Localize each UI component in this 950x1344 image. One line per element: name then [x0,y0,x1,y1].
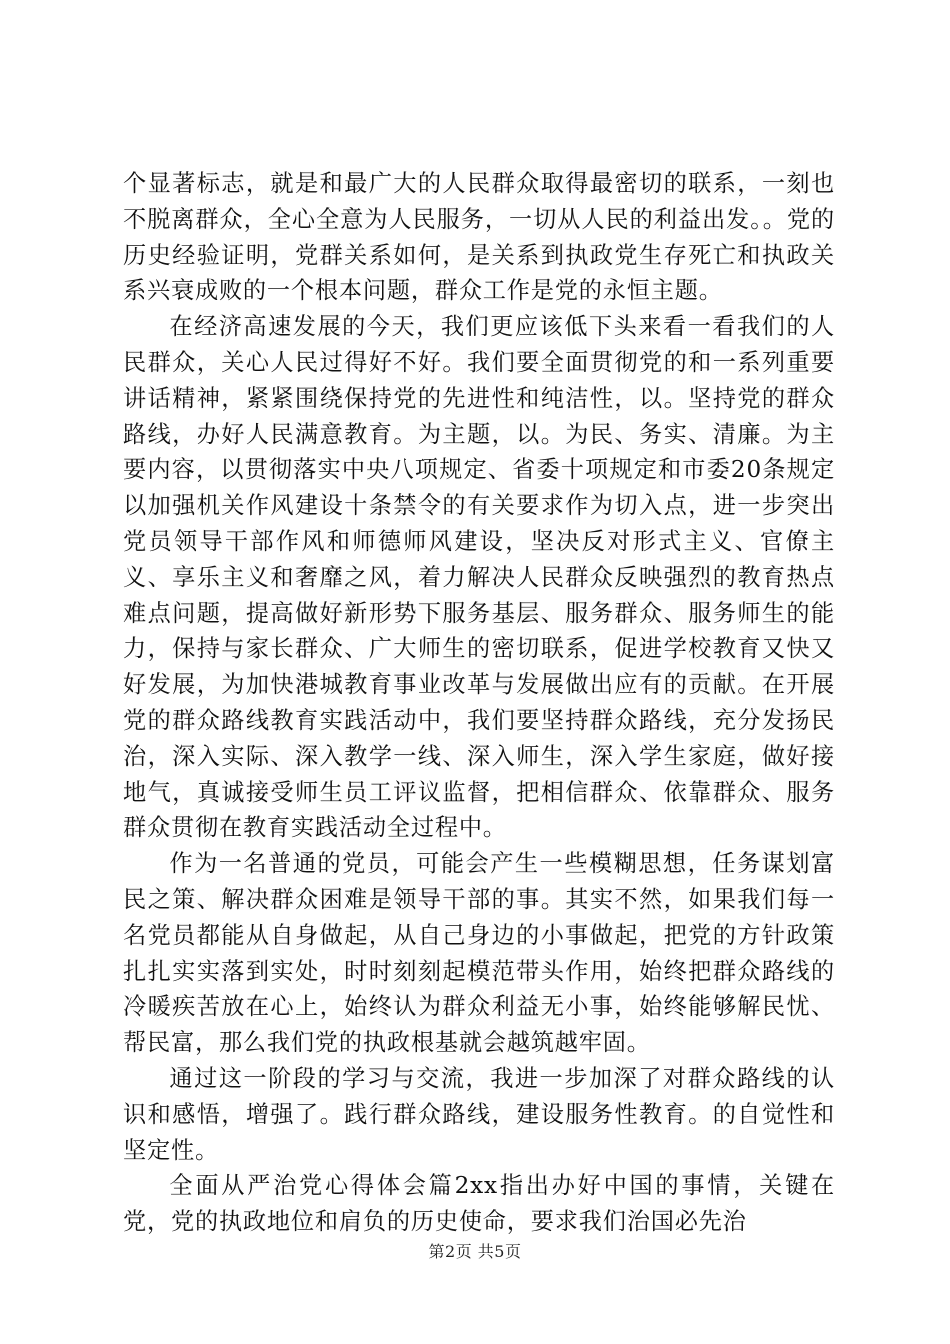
paragraph-2: 在经济高速发展的今天，我们更应该低下头来看一看我们的人民群众，关心人民过得好不好。我们要全面贯彻党的和一系列重要讲话精神，紧紧围绕保持党的先进性和纯洁性，以。坚持党的群众路线，办好人民满意教育。为主题，以。为民、务实、清廉。为主要内容，以贯彻落实中央八项规定、省委十项规定和市委20条规定以加强机关作风建设十条禁令的有关要求作为切入点，进一步突出党员领导干部作风和师德师风建设，坚决反对形式主义、官僚主义、享乐主义和奢靡之风，着力解决人民群众反映强烈的教育热点难点问题，提高做好新形势下服务基层、服务群众、服务师生的能力，保持与家长群众、广大师生的密切联系，促进学校教育又快又好发展，为加快港城教育事业改革与发展做出应有的贡献。在开展党的群众路线教育实践活动中，我们要坚持群众路线，充分发扬民治，深入实际、深入教学一线、深入师生，深入学生家庭，做好接地气，真诚接受师生员工评议监督，把相信群众、依靠群众、服务群众贯彻在教育实践活动全过程中。 [123,313,835,842]
paragraph-4: 通过这一阶段的学习与交流，我进一步加深了对群众路线的认识和感悟，增强了。践行群众路线，建设服务性教育。的自觉性和坚定性。 [123,1064,835,1164]
document-body [123,166,835,1240]
page-footer [0,1242,950,1262]
paragraph-1: 个显著标志，就是和最广大的人民群众取得最密切的联系，一刻也不脱离群众，全心全意为人民服务，一切从人民的利益出发。。党的历史经验证明，党群关系如何，是关系到执政党生存死亡和执政关系兴衰成败的一个根本问题，群众工作是党的永恒主题。 [123,170,835,305]
paragraph-3: 作为一名普通的党员，可能会产生一些模糊思想，任务谋划富民之策、解决群众困难是领导干部的事。其实不然，如果我们每一名党员都能从自身做起，从自己身边的小事做起，把党的方针政策扎扎实实落到实处，时时刻刻起模范带头作用，始终把群众路线的冷暖疾苦放在心上，始终认为群众利益无小事，始终能够解民忧、帮民富，那么我们党的执政根基就会越筑越牢固。 [123,850,835,1057]
paragraph-5: 全面从严治党心得体会篇2xx指出办好中国的事情，关键在党，党的执政地位和肩负的历史使命，要求我们治国必先治 [123,1172,835,1236]
page-number-label: 第2页 共5页 [428,1242,522,1261]
